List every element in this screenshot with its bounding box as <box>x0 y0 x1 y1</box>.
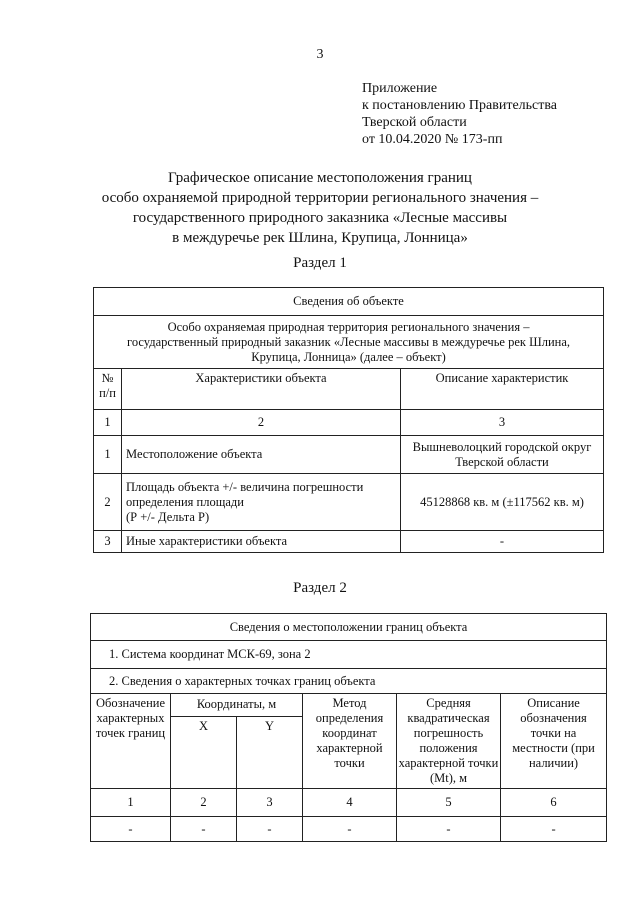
header-coordinates: Координаты, м <box>171 694 303 717</box>
data-cell: - <box>171 817 237 842</box>
header-method: Метод определения координат характерной точки <box>303 694 397 789</box>
appendix-line: Приложение <box>362 81 438 96</box>
object-line: государственный природный заказник «Лесные массивы в междуречье рек Шлина, <box>127 334 570 349</box>
data-cell: - <box>397 817 501 842</box>
header-point-description: Описание обозначения точки на местности (при наличии) <box>501 694 607 789</box>
appendix-date: от 10.04.2020 № 173-пп <box>362 132 503 147</box>
data-cell: - <box>91 817 171 842</box>
appendix-line: Тверской области <box>362 115 467 130</box>
index-cell: 1 <box>91 789 171 817</box>
data-cell: - <box>237 817 303 842</box>
title-line: Графическое описание местоположения границ <box>168 170 472 186</box>
points-title: 2. Сведения о характерных точках границ объекта <box>91 669 607 694</box>
page-number: 3 <box>316 47 324 62</box>
object-line: Крупица, Лонница» (далее – объект) <box>251 349 446 364</box>
boundary-info-table <box>90 613 607 842</box>
index-cell: 6 <box>501 789 607 817</box>
header-num: № п/п <box>94 369 122 410</box>
boundary-info-title: Сведения о местоположении границ объекта <box>91 614 607 641</box>
index-cell: 2 <box>122 410 401 436</box>
appendix-block <box>362 80 557 148</box>
row-number: 1 <box>94 436 122 474</box>
document-title <box>0 168 640 248</box>
row-number: 3 <box>94 531 122 553</box>
index-cell: 3 <box>401 410 604 436</box>
row-description: Вышневолоцкий городской округ Тверской области <box>401 436 604 474</box>
char-line: (Р +/- Дельта Р) <box>126 509 210 524</box>
object-info-table <box>93 287 604 553</box>
section-1-heading: Раздел 1 <box>293 255 347 271</box>
row-characteristic: Иные характеристики объекта <box>122 531 401 553</box>
object-description <box>94 316 604 369</box>
header-error: Средняя квадратическая погрешность положения характерной точки (Mt), м <box>397 694 501 789</box>
appendix-line: к постановлению Правительства <box>362 98 558 113</box>
row-number: 2 <box>94 474 122 531</box>
object-info-title: Сведения об объекте <box>94 288 604 316</box>
title-line: особо охраняемой природной территории регионального значения – <box>101 190 539 206</box>
index-cell: 5 <box>397 789 501 817</box>
index-cell: 4 <box>303 789 397 817</box>
header-description: Описание характеристик <box>401 369 604 410</box>
title-line: государственного природного заказника «Лесные массивы <box>132 210 508 226</box>
data-cell: - <box>303 817 397 842</box>
char-line: определения площади <box>126 494 244 509</box>
header-x: X <box>171 716 237 788</box>
object-line: Особо охраняемая природная территория регионального значения – <box>167 319 530 334</box>
index-cell: 3 <box>237 789 303 817</box>
header-point-designation: Обозначение характерных точек границ <box>91 694 171 789</box>
row-description: 45128868 кв. м (±117562 кв. м) <box>401 474 604 531</box>
data-cell: - <box>501 817 607 842</box>
char-line: Площадь объекта +/- величина погрешности <box>126 479 364 494</box>
row-description: - <box>401 531 604 553</box>
section-2-heading: Раздел 2 <box>293 580 347 596</box>
header-characteristics: Характеристики объекта <box>122 369 401 410</box>
coordinate-system: 1. Система координат МСК-69, зона 2 <box>91 641 607 669</box>
row-characteristic: Местоположение объекта <box>122 436 401 474</box>
index-cell: 2 <box>171 789 237 817</box>
row-characteristic <box>122 474 401 531</box>
header-y: Y <box>237 716 303 788</box>
title-line: в междуречье рек Шлина, Крупица, Лонница» <box>172 230 468 246</box>
index-cell: 1 <box>94 410 122 436</box>
